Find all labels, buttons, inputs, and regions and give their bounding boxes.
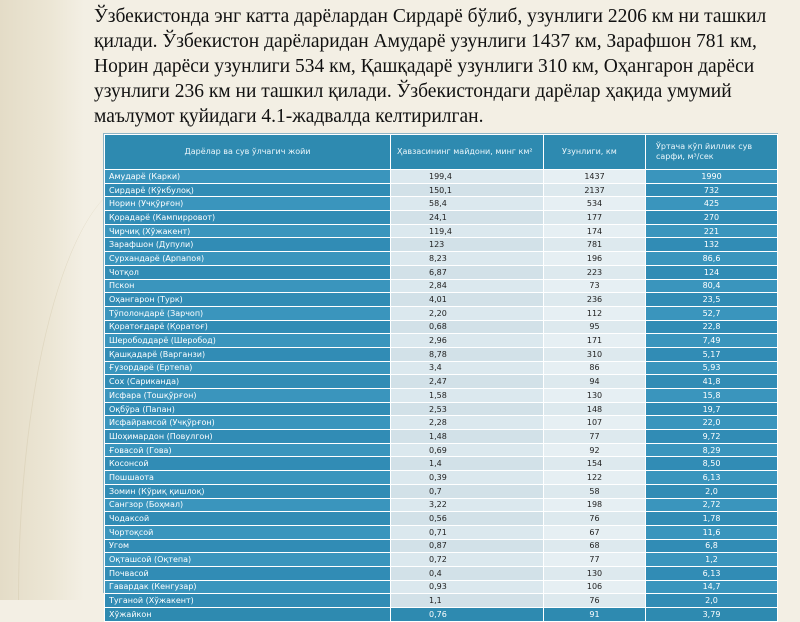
basin-area-cell: 0,87 [391,539,544,553]
basin-area-cell: 0,4 [391,566,544,580]
basin-area-cell: 1,58 [391,389,544,403]
table-row [105,293,778,307]
length-cell: 154 [544,457,646,471]
river-name-cell: Чодаксой [105,512,391,526]
table-body [105,170,778,622]
basin-area-cell: 3,4 [391,361,544,375]
water-flow-cell: 2,0 [646,484,778,498]
river-name-cell: Чотқол [105,265,391,279]
table-row [105,375,778,389]
table-row [105,306,778,320]
river-name-cell: Косонсой [105,457,391,471]
water-flow-cell: 8,29 [646,443,778,457]
basin-area-cell: 0,56 [391,512,544,526]
basin-area-cell: 0,69 [391,443,544,457]
river-name-cell: Туганой (Хўжакент) [105,594,391,608]
river-name-cell: Қоратоғдарё (Қоратоғ) [105,320,391,334]
length-cell: 91 [544,608,646,622]
table-row [105,416,778,430]
length-cell: 534 [544,197,646,211]
river-name-cell: Исфара (Тошқўрғон) [105,389,391,403]
length-cell: 122 [544,471,646,485]
water-flow-cell: 14,7 [646,580,778,594]
length-cell: 310 [544,347,646,361]
water-flow-cell: 9,72 [646,430,778,444]
table-row [105,484,778,498]
length-cell: 76 [544,512,646,526]
basin-area-cell: 8,78 [391,347,544,361]
basin-area-cell: 123 [391,238,544,252]
water-flow-cell: 1,78 [646,512,778,526]
length-cell: 177 [544,211,646,225]
basin-area-cell: 2,28 [391,416,544,430]
river-name-cell: Чирчиқ (Хўжакент) [105,224,391,238]
rivers-table [104,134,778,622]
water-flow-cell: 80,4 [646,279,778,293]
water-flow-cell: 3,79 [646,608,778,622]
table-row [105,334,778,348]
river-name-cell: Шоҳимардон (Повулгон) [105,430,391,444]
river-name-cell: Пошшаота [105,471,391,485]
length-cell: 95 [544,320,646,334]
basin-area-cell: 1,4 [391,457,544,471]
water-flow-cell: 1,2 [646,553,778,567]
length-cell: 130 [544,389,646,403]
basin-area-cell: 2,47 [391,375,544,389]
header-river: Дарёлар ва сув ўлчагич жойи [105,135,391,170]
table-row [105,265,778,279]
basin-area-cell: 24,1 [391,211,544,225]
river-name-cell: Қашқадарё (Варганзи) [105,347,391,361]
length-cell: 107 [544,416,646,430]
length-cell: 223 [544,265,646,279]
table-header [105,135,778,170]
water-flow-cell: 221 [646,224,778,238]
length-cell: 94 [544,375,646,389]
river-name-cell: Чортоқсой [105,525,391,539]
table-row [105,512,778,526]
river-name-cell: Оқташсой (Оқтепа) [105,553,391,567]
table-row [105,252,778,266]
basin-area-cell: 0,39 [391,471,544,485]
river-name-cell: Исфайрамсой (Учқўрғон) [105,416,391,430]
river-name-cell: Қорадарё (Кампирровот) [105,211,391,225]
table-row [105,498,778,512]
basin-area-cell: 0,71 [391,525,544,539]
river-name-cell: Тўполондарё (Зарчоп) [105,306,391,320]
table-row [105,170,778,184]
water-flow-cell: 425 [646,197,778,211]
basin-area-cell: 2,96 [391,334,544,348]
length-cell: 174 [544,224,646,238]
length-cell: 130 [544,566,646,580]
table-row [105,471,778,485]
header-area: Ҳавзасининг майдони, минг км² [391,135,544,170]
water-flow-cell: 86,6 [646,252,778,266]
basin-area-cell: 0,72 [391,553,544,567]
table-row [105,553,778,567]
length-cell: 77 [544,430,646,444]
length-cell: 148 [544,402,646,416]
river-name-cell: Сох (Сариканда) [105,375,391,389]
river-name-cell: Угом [105,539,391,553]
length-cell: 1437 [544,170,646,184]
length-cell: 58 [544,484,646,498]
water-flow-cell: 6,8 [646,539,778,553]
water-flow-cell: 5,93 [646,361,778,375]
river-name-cell: Зарафшон (Дупули) [105,238,391,252]
basin-area-cell: 2,20 [391,306,544,320]
length-cell: 76 [544,594,646,608]
basin-area-cell: 1,1 [391,594,544,608]
water-flow-cell: 7,49 [646,334,778,348]
river-name-cell: Оҳангарон (Турк) [105,293,391,307]
length-cell: 196 [544,252,646,266]
basin-area-cell: 58,4 [391,197,544,211]
water-flow-cell: 132 [646,238,778,252]
river-name-cell: Гавардак (Кенгузар) [105,580,391,594]
basin-area-cell: 0,7 [391,484,544,498]
water-flow-cell: 41,8 [646,375,778,389]
table-row [105,539,778,553]
table-row [105,197,778,211]
water-flow-cell: 8,50 [646,457,778,471]
length-cell: 77 [544,553,646,567]
river-name-cell: Оқбўра (Папан) [105,402,391,416]
length-cell: 86 [544,361,646,375]
river-name-cell: Норин (Учқўрғон) [105,197,391,211]
basin-area-cell: 8,23 [391,252,544,266]
river-name-cell: Сурхандарё (Арпапоя) [105,252,391,266]
water-flow-cell: 270 [646,211,778,225]
table-row [105,183,778,197]
water-flow-cell: 23,5 [646,293,778,307]
river-name-cell: Зомин (Кўриқ қишлоқ) [105,484,391,498]
water-flow-cell: 15,8 [646,389,778,403]
table-row [105,457,778,471]
water-flow-cell: 1990 [646,170,778,184]
basin-area-cell: 0,76 [391,608,544,622]
water-flow-cell: 124 [646,265,778,279]
river-name-cell: Шерободдарё (Шеробод) [105,334,391,348]
basin-area-cell: 2,53 [391,402,544,416]
table-row [105,211,778,225]
water-flow-cell: 2,0 [646,594,778,608]
water-flow-cell: 2,72 [646,498,778,512]
table-row [105,430,778,444]
water-flow-cell: 22,0 [646,416,778,430]
table-row [105,402,778,416]
table-row [105,238,778,252]
river-name-cell: Сангзор (Боҳмал) [105,498,391,512]
length-cell: 92 [544,443,646,457]
length-cell: 781 [544,238,646,252]
table-row [105,608,778,622]
river-name-cell: Сирдарё (Кўкбулоқ) [105,183,391,197]
table-row [105,525,778,539]
length-cell: 236 [544,293,646,307]
length-cell: 67 [544,525,646,539]
water-flow-cell: 6,13 [646,566,778,580]
basin-area-cell: 6,87 [391,265,544,279]
river-name-cell: Ғовасой (Гова) [105,443,391,457]
water-flow-cell: 6,13 [646,471,778,485]
table-row [105,347,778,361]
length-cell: 73 [544,279,646,293]
table-row [105,443,778,457]
water-flow-cell: 22,8 [646,320,778,334]
table-row [105,566,778,580]
water-flow-cell: 52,7 [646,306,778,320]
river-name-cell: Пскон [105,279,391,293]
intro-paragraph: Ўзбекистонда энг катта дарёлардан Сирдарё бўлиб, узунлиги 2206 км ни ташкил қилади. Ўзбекистон дарёларидан Амударё узунлиги 1437 км, Зарафшон 781 км, Норин дарёси узунлиги 534 км, Қашқадарё узунлиги 310 км, Оҳангарон дарёси узунлиги 236 км ни ташкил қилади. Ўзбекистондаги дарёлар ҳақида умумий маълумот қуйидаги 4.1-жадвалда келтирилган. [94,6,767,127]
table-row [105,361,778,375]
water-flow-cell: 11,6 [646,525,778,539]
table-row [105,580,778,594]
basin-area-cell: 0,68 [391,320,544,334]
length-cell: 171 [544,334,646,348]
rivers-table-container [103,133,778,619]
water-flow-cell: 19,7 [646,402,778,416]
header-flow: Ўртача кўп йиллик сув сарфи, м³/сек [646,135,778,170]
basin-area-cell: 119,4 [391,224,544,238]
basin-area-cell: 4,01 [391,293,544,307]
table-row [105,594,778,608]
table-row [105,320,778,334]
river-name-cell: Почвасой [105,566,391,580]
length-cell: 112 [544,306,646,320]
water-flow-cell: 732 [646,183,778,197]
table-row [105,279,778,293]
basin-area-cell: 1,48 [391,430,544,444]
table-row [105,224,778,238]
length-cell: 68 [544,539,646,553]
water-flow-cell: 5,17 [646,347,778,361]
basin-area-cell: 3,22 [391,498,544,512]
length-cell: 106 [544,580,646,594]
length-cell: 2137 [544,183,646,197]
basin-area-cell: 0,93 [391,580,544,594]
length-cell: 198 [544,498,646,512]
basin-area-cell: 2,84 [391,279,544,293]
table-row [105,389,778,403]
river-name-cell: Хўжайкон [105,608,391,622]
river-name-cell: Амударё (Карки) [105,170,391,184]
basin-area-cell: 199,4 [391,170,544,184]
river-name-cell: Ғузордарё (Ертепа) [105,361,391,375]
header-length: Узунлиги, км [544,135,646,170]
basin-area-cell: 150,1 [391,183,544,197]
